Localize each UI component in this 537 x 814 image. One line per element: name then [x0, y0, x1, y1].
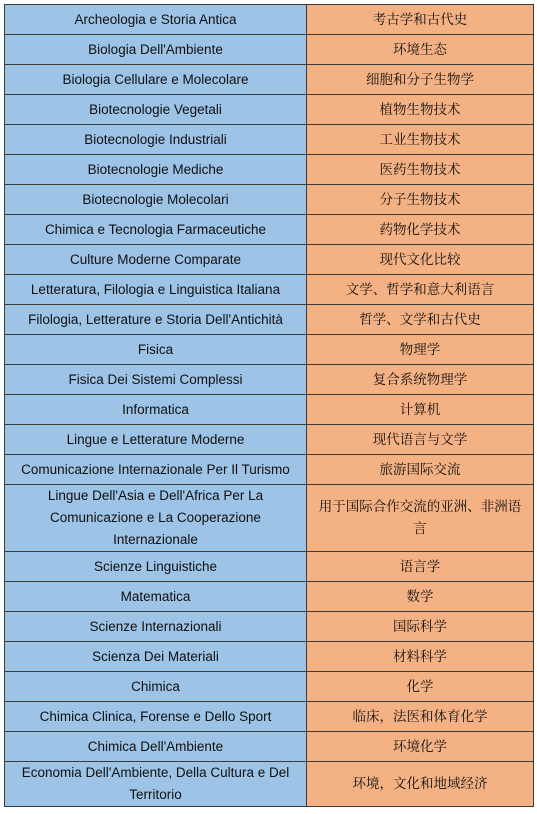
italian-course-name: Lingue e Letterature Moderne	[5, 425, 307, 455]
table-row	[5, 612, 534, 642]
italian-course-name: Lingue Dell'Asia e Dell'Africa Per La Comunicazione e La Cooperazione Internazionale	[5, 485, 307, 552]
chinese-course-name: 国际科学	[307, 612, 534, 642]
table-row	[5, 455, 534, 485]
table-row	[5, 275, 534, 305]
italian-course-name: Scienze Linguistiche	[5, 552, 307, 582]
chinese-course-name: 环境化学	[307, 732, 534, 762]
table-row	[5, 702, 534, 732]
table-row	[5, 305, 534, 335]
italian-course-name: Matematica	[5, 582, 307, 612]
table-row	[5, 245, 534, 275]
italian-course-name: Scienze Internazionali	[5, 612, 307, 642]
table-row	[5, 732, 534, 762]
table-row	[5, 185, 534, 215]
table-row	[5, 642, 534, 672]
italian-course-name: Economia Dell'Ambiente, Della Cultura e Del Territorio	[5, 762, 307, 807]
italian-course-name: Fisica	[5, 335, 307, 365]
table-row	[5, 395, 534, 425]
chinese-course-name: 文学、哲学和意大利语言	[307, 275, 534, 305]
italian-course-name: Filologia, Letterature e Storia Dell'Antichità	[5, 305, 307, 335]
italian-course-name: Biotecnologie Mediche	[5, 155, 307, 185]
table-row	[5, 762, 534, 807]
chinese-course-name: 数学	[307, 582, 534, 612]
courses-table	[4, 4, 534, 807]
table-row	[5, 5, 534, 35]
chinese-course-name: 细胞和分子生物学	[307, 65, 534, 95]
chinese-course-name: 分子生物技术	[307, 185, 534, 215]
table-row	[5, 65, 534, 95]
italian-course-name: Biotecnologie Vegetali	[5, 95, 307, 125]
chinese-course-name: 材料科学	[307, 642, 534, 672]
table-row	[5, 155, 534, 185]
italian-course-name: Letteratura, Filologia e Linguistica Italiana	[5, 275, 307, 305]
table-row	[5, 582, 534, 612]
chinese-course-name: 用于国际合作交流的亚洲、非洲语言	[307, 485, 534, 552]
italian-course-name: Informatica	[5, 395, 307, 425]
chinese-course-name: 化学	[307, 672, 534, 702]
chinese-course-name: 药物化学技术	[307, 215, 534, 245]
chinese-course-name: 语言学	[307, 552, 534, 582]
chinese-course-name: 物理学	[307, 335, 534, 365]
table-row	[5, 672, 534, 702]
italian-course-name: Biologia Dell'Ambiente	[5, 35, 307, 65]
chinese-course-name: 现代语言与文学	[307, 425, 534, 455]
table-row	[5, 335, 534, 365]
table-row	[5, 425, 534, 455]
chinese-course-name: 现代文化比较	[307, 245, 534, 275]
chinese-course-name: 考古学和古代史	[307, 5, 534, 35]
chinese-course-name: 哲学、文学和古代史	[307, 305, 534, 335]
table-row	[5, 95, 534, 125]
italian-course-name: Chimica	[5, 672, 307, 702]
italian-course-name: Chimica e Tecnologia Farmaceutiche	[5, 215, 307, 245]
italian-course-name: Archeologia e Storia Antica	[5, 5, 307, 35]
italian-course-name: Comunicazione Internazionale Per Il Turismo	[5, 455, 307, 485]
table-row	[5, 485, 534, 552]
chinese-course-name: 环境，文化和地域经济	[307, 762, 534, 807]
italian-course-name: Biotecnologie Industriali	[5, 125, 307, 155]
table-row	[5, 215, 534, 245]
chinese-course-name: 临床，法医和体育化学	[307, 702, 534, 732]
italian-course-name: Scienza Dei Materiali	[5, 642, 307, 672]
italian-course-name: Chimica Dell'Ambiente	[5, 732, 307, 762]
table-row	[5, 552, 534, 582]
italian-course-name: Biotecnologie Molecolari	[5, 185, 307, 215]
table-row	[5, 365, 534, 395]
chinese-course-name: 计算机	[307, 395, 534, 425]
italian-course-name: Chimica Clinica, Forense e Dello Sport	[5, 702, 307, 732]
chinese-course-name: 复合系统物理学	[307, 365, 534, 395]
italian-course-name: Culture Moderne Comparate	[5, 245, 307, 275]
chinese-course-name: 环境生态	[307, 35, 534, 65]
table-row	[5, 125, 534, 155]
italian-course-name: Fisica Dei Sistemi Complessi	[5, 365, 307, 395]
chinese-course-name: 工业生物技术	[307, 125, 534, 155]
chinese-course-name: 旅游国际交流	[307, 455, 534, 485]
table-row	[5, 35, 534, 65]
chinese-course-name: 医药生物技术	[307, 155, 534, 185]
italian-course-name: Biologia Cellulare e Molecolare	[5, 65, 307, 95]
chinese-course-name: 植物生物技术	[307, 95, 534, 125]
